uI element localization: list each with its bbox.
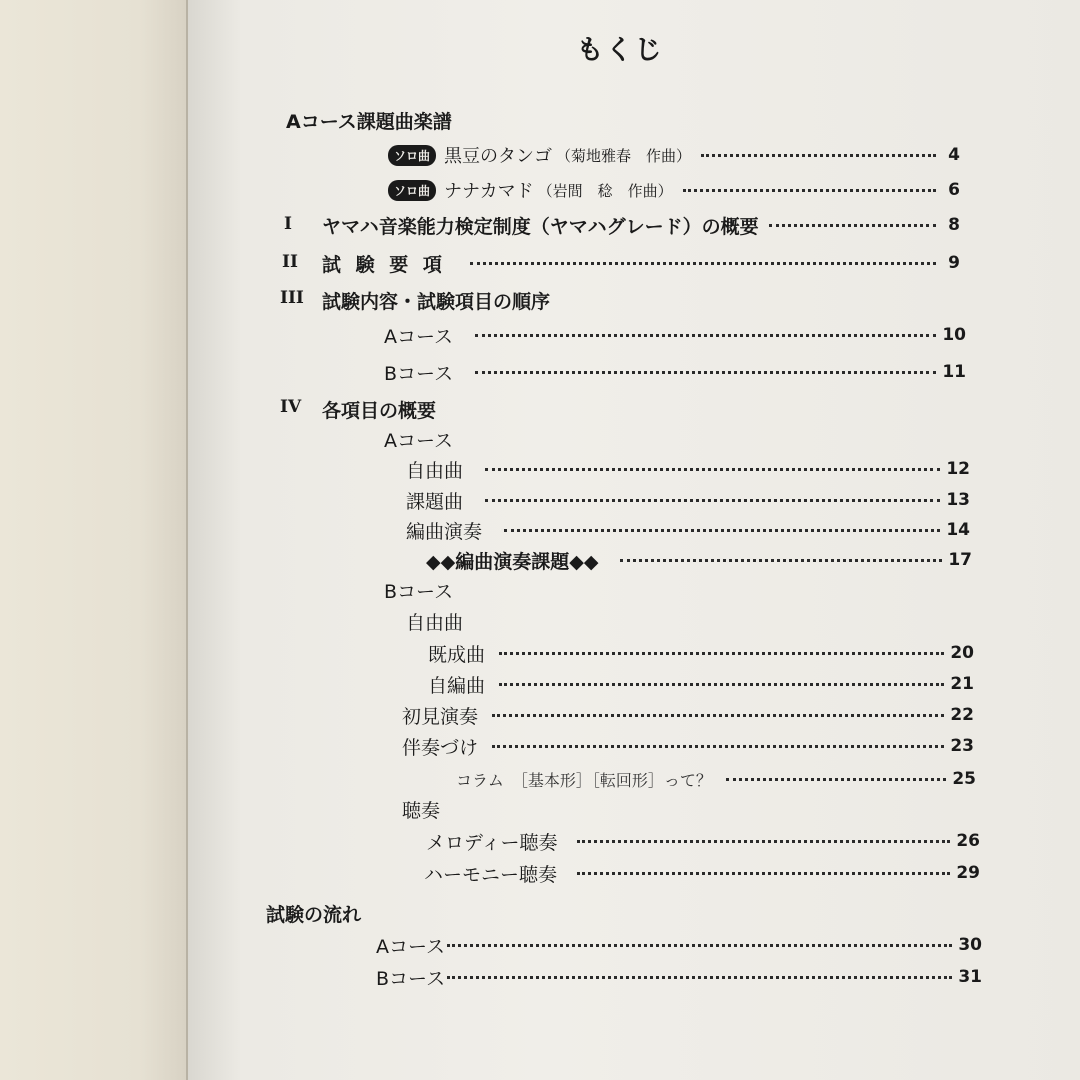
toc-entry-page: 11 <box>942 362 966 382</box>
dot-leader <box>499 683 944 686</box>
toc-entry[interactable] <box>456 764 976 794</box>
dot-leader <box>470 262 936 265</box>
toc-entry-composer: （菊地雅春 作曲） <box>556 146 692 165</box>
toc-entry-page: 21 <box>950 674 974 694</box>
toc-entry-label: Aコース課題曲楽譜 <box>286 110 452 133</box>
toc-entry-page: 4 <box>948 145 960 165</box>
toc-heading <box>384 424 453 454</box>
toc-entry[interactable] <box>428 638 974 668</box>
toc-entry[interactable] <box>322 210 960 240</box>
toc-entry-label: 試験内容・試験項目の順序 <box>322 290 551 313</box>
toc-heading <box>322 285 550 315</box>
toc-entry-label: 既成曲 <box>428 643 486 666</box>
toc-heading <box>266 898 361 928</box>
toc-entry-label: Aコース <box>384 325 454 348</box>
toc-entry-label: 試 験 要 項 <box>322 253 446 276</box>
toc-entry[interactable] <box>428 669 974 699</box>
toc-entry-page: 20 <box>950 643 974 663</box>
toc-entry-page: 14 <box>946 520 970 540</box>
toc-entry-label: メロディー聴奏 <box>426 831 558 854</box>
dot-leader <box>683 189 936 192</box>
toc-entry-page: 17 <box>948 550 972 570</box>
dot-leader <box>504 529 940 532</box>
dot-leader <box>577 840 950 843</box>
toc-entry[interactable] <box>388 175 960 205</box>
toc-heading <box>286 105 452 135</box>
toc-entry[interactable] <box>402 700 974 730</box>
toc-entry-label: コラム ［基本形］［転回形］って？ <box>456 770 712 790</box>
toc-entry-label: 自由曲 <box>406 459 464 482</box>
toc-heading <box>402 794 440 824</box>
toc-entry-label: 編曲演奏 <box>406 520 483 543</box>
toc-entry[interactable] <box>406 485 970 515</box>
toc-entry[interactable] <box>426 545 972 575</box>
toc-entry-page: 22 <box>950 705 974 725</box>
toc-entry-page: 13 <box>946 490 970 510</box>
solo-badge: ソロ曲 <box>388 145 436 166</box>
dot-leader <box>492 714 944 717</box>
toc-entry-page: 23 <box>950 736 974 756</box>
toc-entry-label: 自由曲 <box>406 611 464 634</box>
toc-entry[interactable] <box>426 826 980 856</box>
toc-entry-label: Aコース <box>384 429 454 452</box>
toc-heading <box>322 394 436 424</box>
solo-badge: ソロ曲 <box>388 180 436 201</box>
roman-numeral-1: I <box>284 214 292 234</box>
dot-leader <box>701 154 936 157</box>
roman-numeral-2: II <box>282 252 298 272</box>
dot-leader <box>447 944 952 947</box>
roman-numeral-4: IV <box>280 397 302 417</box>
toc-heading <box>384 575 453 605</box>
toc-entry-label: Bコース <box>384 362 454 385</box>
toc-heading <box>406 606 463 636</box>
toc-entry[interactable] <box>376 930 982 960</box>
toc-entry-label: 初見演奏 <box>402 705 479 728</box>
toc-entry-label: ヤマハ音楽能力検定制度（ヤマハグレード）の概要 <box>322 215 759 238</box>
toc-entry[interactable] <box>384 320 966 350</box>
toc-entry-composer: （岩間 稔 作曲） <box>537 181 673 200</box>
dot-leader <box>620 559 942 562</box>
toc-entry[interactable] <box>424 858 980 888</box>
toc-entry-label: 試験の流れ <box>266 903 362 926</box>
dot-leader <box>475 334 936 337</box>
dot-leader <box>726 778 946 781</box>
toc-entry-page: 9 <box>948 253 960 273</box>
page-title: もくじ <box>576 35 664 66</box>
toc-entry-label: ナナカマド <box>444 181 534 202</box>
toc-entry-page: 12 <box>946 459 970 479</box>
dot-leader <box>485 468 940 471</box>
toc-entry-label: Aコース <box>376 935 446 958</box>
toc-entry[interactable] <box>376 962 982 992</box>
toc-entry-label: 課題曲 <box>406 490 464 513</box>
toc-entry[interactable] <box>402 731 974 761</box>
toc-entry-label: Bコース <box>384 580 454 603</box>
toc-entry-page: 30 <box>958 935 982 955</box>
toc-entry-label: 自編曲 <box>428 674 486 697</box>
toc-entry[interactable] <box>406 454 970 484</box>
toc-entry-page: 25 <box>952 769 976 789</box>
toc-entry-page: 26 <box>956 831 980 851</box>
dot-leader <box>499 652 944 655</box>
toc-entry-page: 10 <box>942 325 966 345</box>
dot-leader <box>485 499 940 502</box>
dot-leader <box>769 224 936 227</box>
toc-entry[interactable] <box>384 357 966 387</box>
toc-entry-label: ハーモニー聴奏 <box>424 863 558 886</box>
dot-leader <box>577 872 950 875</box>
toc-entry-page: 6 <box>948 180 960 200</box>
toc-entry[interactable] <box>322 248 960 278</box>
toc-entry-label: 伴奏づけ <box>402 736 479 759</box>
toc-entry-page: 31 <box>958 967 982 987</box>
dot-leader <box>447 976 952 979</box>
dot-leader <box>492 745 944 748</box>
toc-entry-page: 29 <box>956 863 980 883</box>
toc-entry-label: ◆◆編曲演奏課題◆◆ <box>426 550 599 573</box>
toc-entry-page: 8 <box>948 215 960 235</box>
toc-entry-label: Bコース <box>376 967 446 990</box>
toc-entry-label: 聴奏 <box>402 799 441 822</box>
toc-entry[interactable] <box>406 515 970 545</box>
toc-entry-label: 黒豆のタンゴ <box>444 146 553 167</box>
roman-numeral-3: III <box>280 288 304 308</box>
dot-leader <box>475 371 936 374</box>
toc-entry[interactable] <box>388 140 960 170</box>
toc-entry-label: 各項目の概要 <box>322 399 437 422</box>
